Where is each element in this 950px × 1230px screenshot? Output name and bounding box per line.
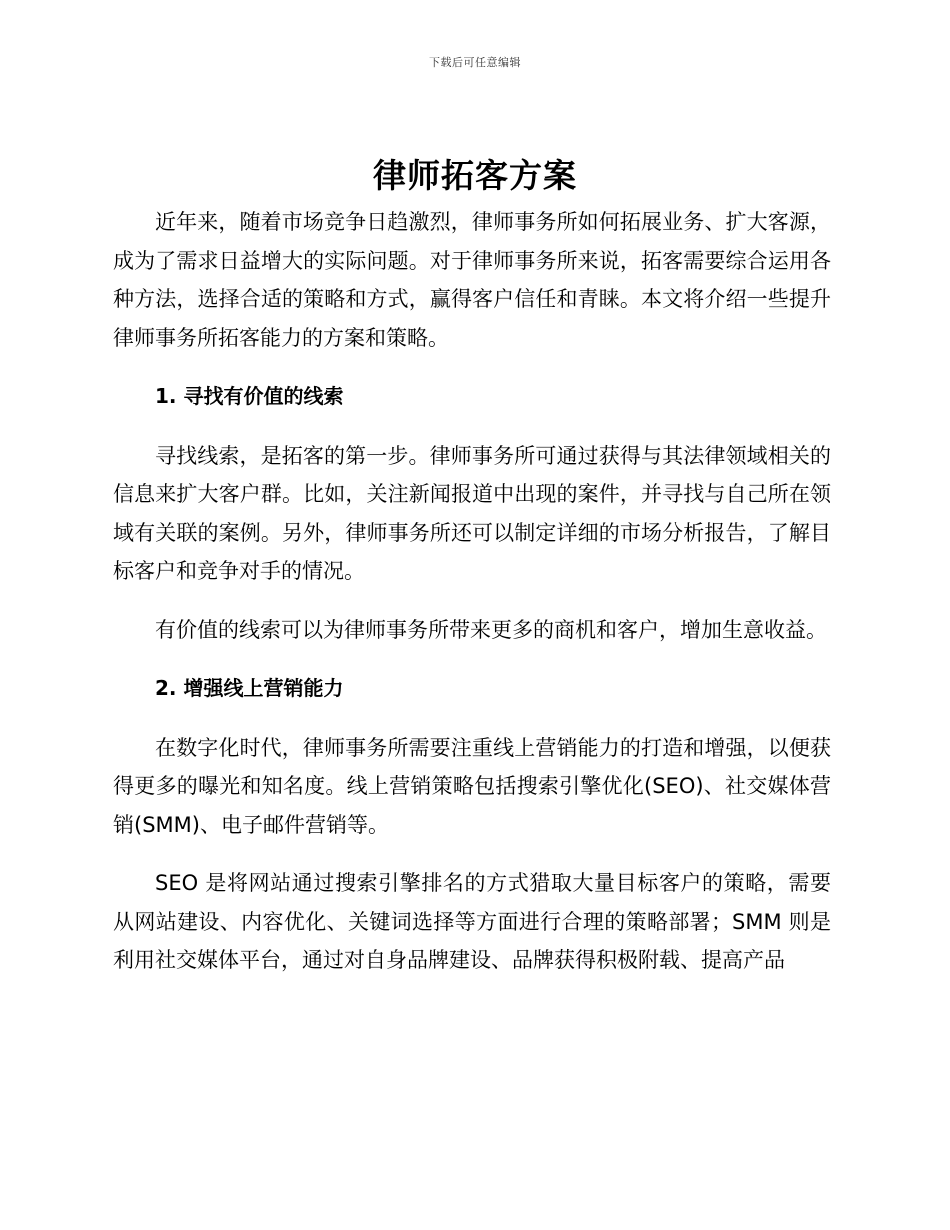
document-title: 律师拓客方案 <box>373 156 577 195</box>
section-2-paragraph-1: 在数字化时代，律师事务所需要注重线上营销能力的打造和增强，以便获得更多的曝光和知名度。线上营销策略包括搜索引擎优化(SEO)、社交媒体营销(SMM)、电子邮件营销等。 <box>113 735 831 837</box>
section-2-heading: 2. 增强线上营销能力 <box>155 676 344 700</box>
intro-paragraph: 近年来，随着市场竞争日趋激烈，律师事务所如何拓展业务、扩大客源，成为了需求日益增大的实际问题。对于律师事务所来说，拓客需要综合运用各种方法，选择合适的策略和方式，赢得客户信任和青睐。本文将介绍一些提升律师事务所拓客能力的方案和策略。 <box>113 210 831 350</box>
page-header-note: 下载后可任意编辑 <box>429 56 521 69</box>
section-1-heading: 1. 寻找有价值的线索 <box>155 384 344 408</box>
section-1-paragraph-1: 寻找线索，是拓客的第一步。律师事务所可通过获得与其法律领域相关的信息来扩大客户群。比如，关注新闻报道中出现的案件，并寻找与自己所在领域有关联的案例。另外，律师事务所还可以制定详细的市场分析报告，了解目标客户和竞争对手的情况。 <box>113 443 831 583</box>
section-2-paragraph-2: SEO 是将网站通过搜索引擎排名的方式猎取大量目标客户的策略，需要从网站建设、内容优化、关键词选择等方面进行合理的策略部署；SMM 则是利用社交媒体平台，通过对自身品牌建设、品牌获得积极附载、提高产品 <box>113 871 831 972</box>
document-body <box>113 203 831 1000</box>
section-1-paragraph-2: 有价值的线索可以为律师事务所带来更多的商机和客户，增加生意收益。 <box>155 617 827 642</box>
